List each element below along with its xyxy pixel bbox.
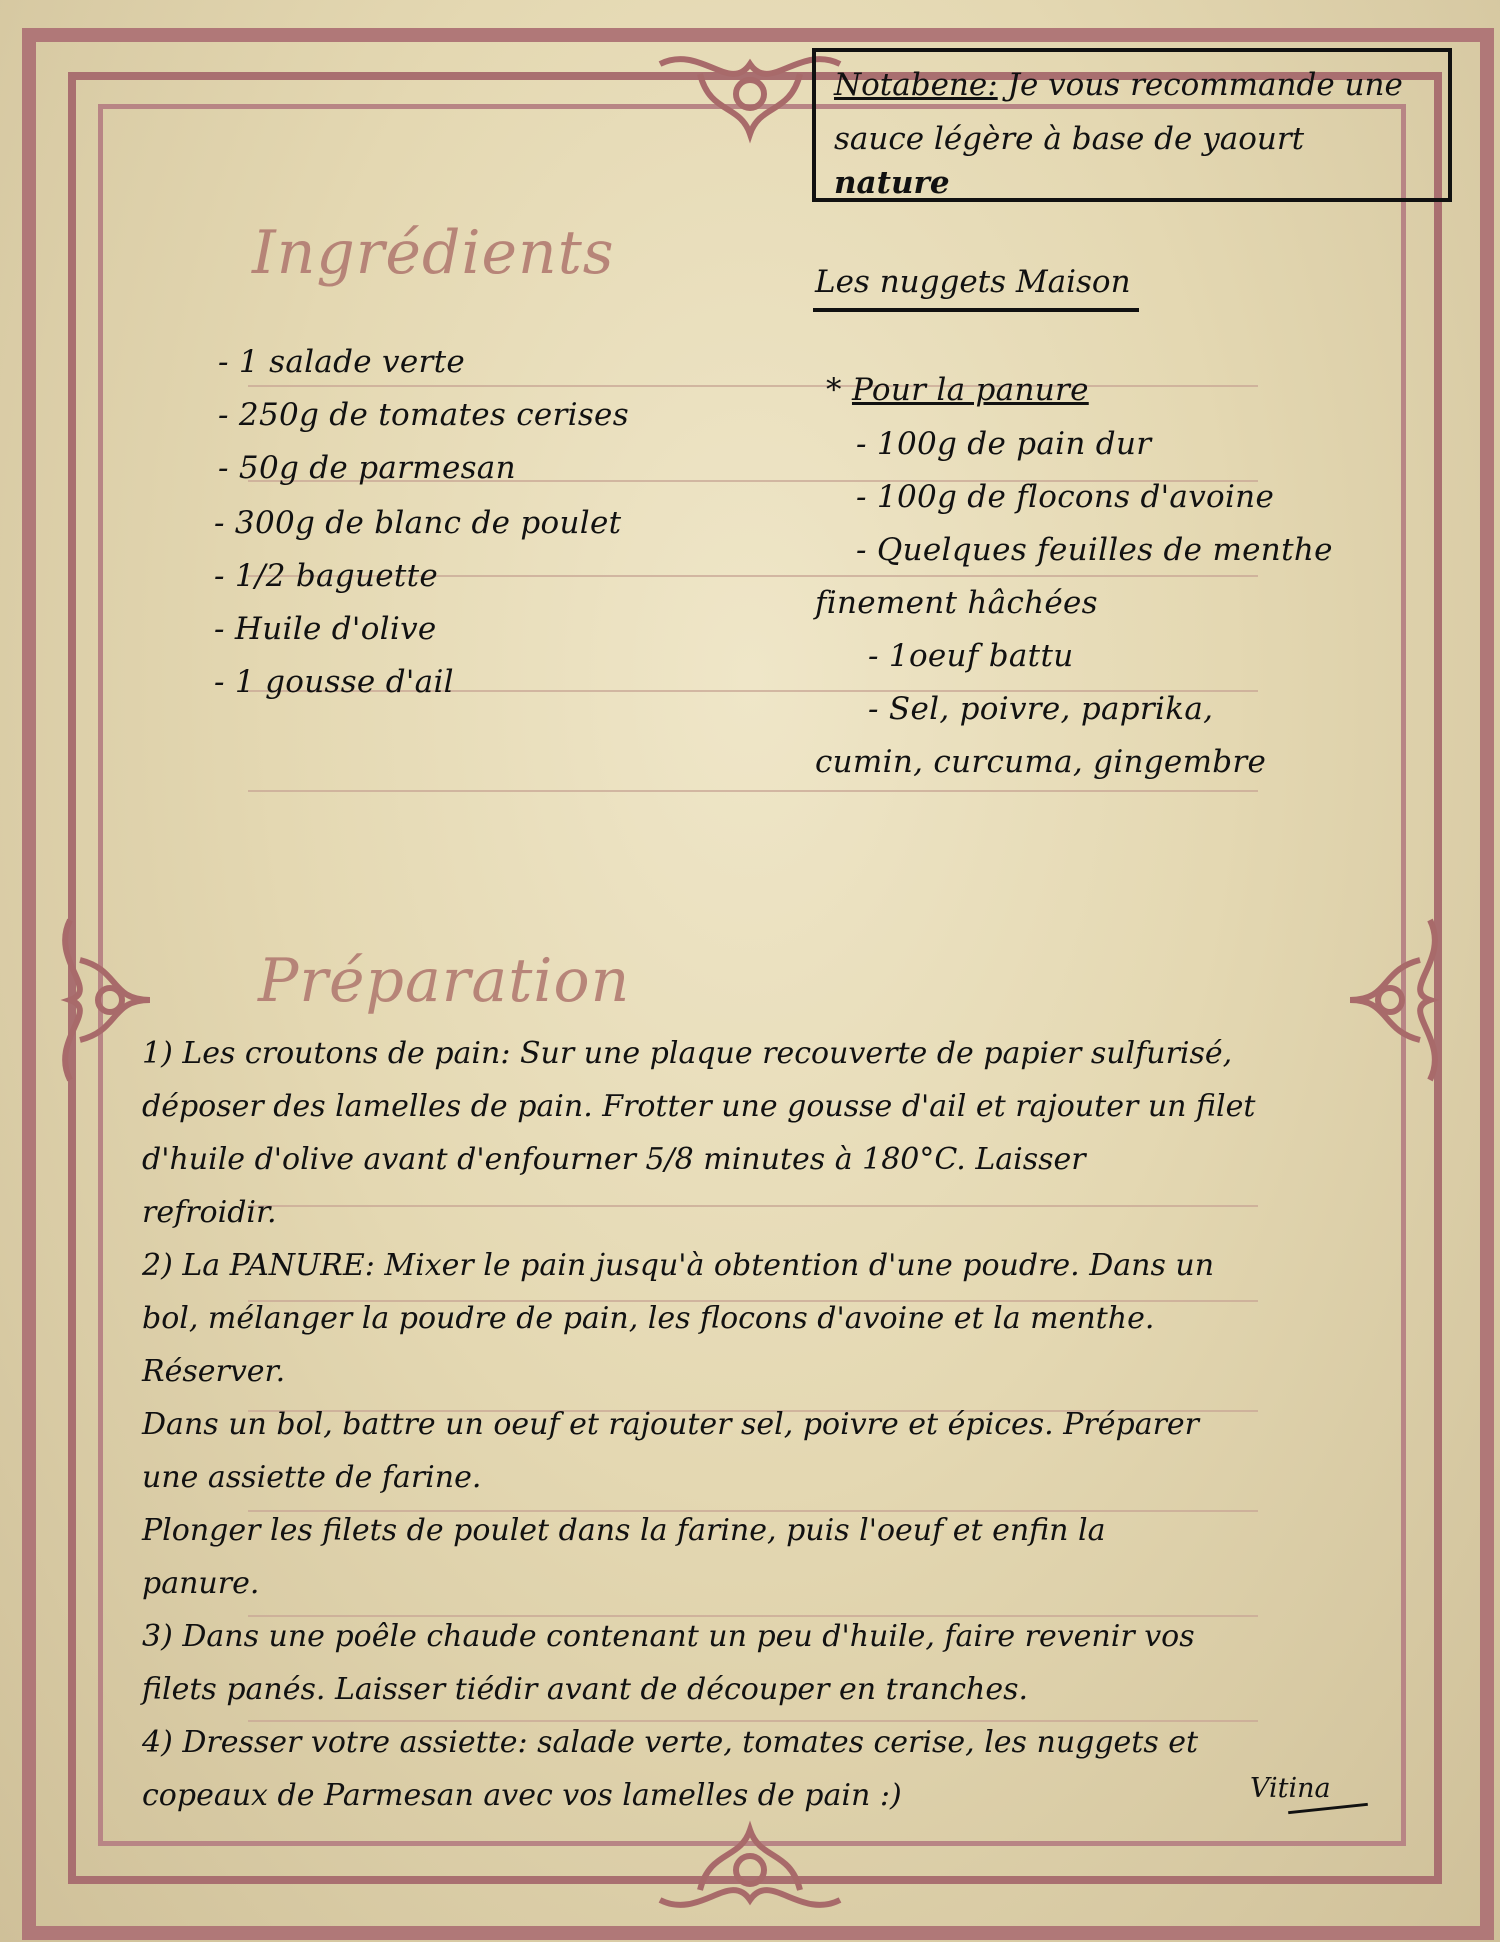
preparation-line: bol, mélanger la poudre de pain, les flocons d'avoine et la menthe. — [142, 1301, 1155, 1336]
ingredient-item: - 250g de tomates cerises — [218, 397, 629, 433]
ingredient-item: - Huile d'olive — [214, 611, 437, 647]
ingredient-item: - 1 gousse d'ail — [214, 664, 454, 700]
nugget-item: - 100g de flocons d'avoine — [856, 479, 1275, 515]
preparation-line: d'huile d'olive avant d'enfourner 5/8 minutes à 180°C. Laisser — [142, 1142, 1086, 1177]
preparation-line: Plonger les filets de poulet dans la farine, puis l'oeuf et enfin la — [142, 1513, 1106, 1548]
preparation-line: panure. — [142, 1566, 260, 1601]
nuggets-title-underline — [813, 308, 1139, 312]
ingredient-item: - 300g de blanc de poulet — [214, 505, 622, 541]
preparation-line: filets panés. Laisser tiédir avant de découper en tranches. — [142, 1672, 1029, 1707]
preparation-line: Réserver. — [142, 1354, 286, 1389]
nugget-item: finement hâchées — [815, 585, 1098, 621]
panure-subtitle: * Pour la panure — [826, 372, 1089, 408]
notabene-box — [812, 48, 1452, 202]
preparation-line: Dans un bol, battre un oeuf et rajouter sel, poivre et épices. Préparer — [142, 1407, 1200, 1442]
nugget-item: - Sel, poivre, paprika, — [868, 691, 1214, 727]
ingredients-heading: Ingrédients — [252, 218, 615, 288]
ingredient-item: - 1 salade verte — [218, 344, 466, 380]
bottom-ornament — [640, 1810, 860, 1930]
notabene-line-1: Notabene: Je vous recommande une — [834, 67, 1403, 103]
nugget-item: - 100g de pain dur — [856, 426, 1152, 462]
nugget-item: - 1oeuf battu — [868, 638, 1074, 674]
panure-label: Pour la panure — [851, 372, 1089, 408]
notabene-line-2: sauce légère à base de yaourt — [834, 121, 1305, 157]
notabene-line-3: nature — [834, 165, 950, 201]
preparation-line: 3) Dans une poêle chaude contenant un peu d'huile, faire revenir vos — [142, 1619, 1195, 1654]
ruled-line — [248, 385, 1258, 387]
ingredient-item: - 1/2 baguette — [214, 558, 439, 594]
preparation-line: 1) Les croutons de pain: Sur une plaque recouverte de papier sulfurisé, — [142, 1036, 1233, 1071]
nuggets-title: Les nuggets Maison — [815, 264, 1131, 300]
signature: Vitina — [1250, 1773, 1331, 1804]
preparation-line: 2) La PANURE: Mixer le pain jusqu'à obtention d'une poudre. Dans un — [142, 1248, 1215, 1283]
preparation-line: copeaux de Parmesan avec vos lamelles de pain :) — [142, 1778, 902, 1813]
preparation-heading: Préparation — [258, 946, 631, 1016]
ingredient-item: - 50g de parmesan — [218, 450, 516, 486]
preparation-line: 4) Dresser votre assiette: salade verte, tomates cerise, les nuggets et — [142, 1725, 1199, 1760]
preparation-line: déposer des lamelles de pain. Frotter une gousse d'ail et rajouter un filet — [142, 1089, 1256, 1124]
nugget-item: cumin, curcuma, gingembre — [815, 744, 1267, 780]
ruled-line — [248, 790, 1258, 792]
nugget-item: - Quelques feuilles de menthe — [856, 532, 1333, 568]
notabene-label: Notabene: — [834, 67, 998, 103]
preparation-line: refroidir. — [142, 1195, 277, 1230]
preparation-line: une assiette de farine. — [142, 1460, 482, 1495]
